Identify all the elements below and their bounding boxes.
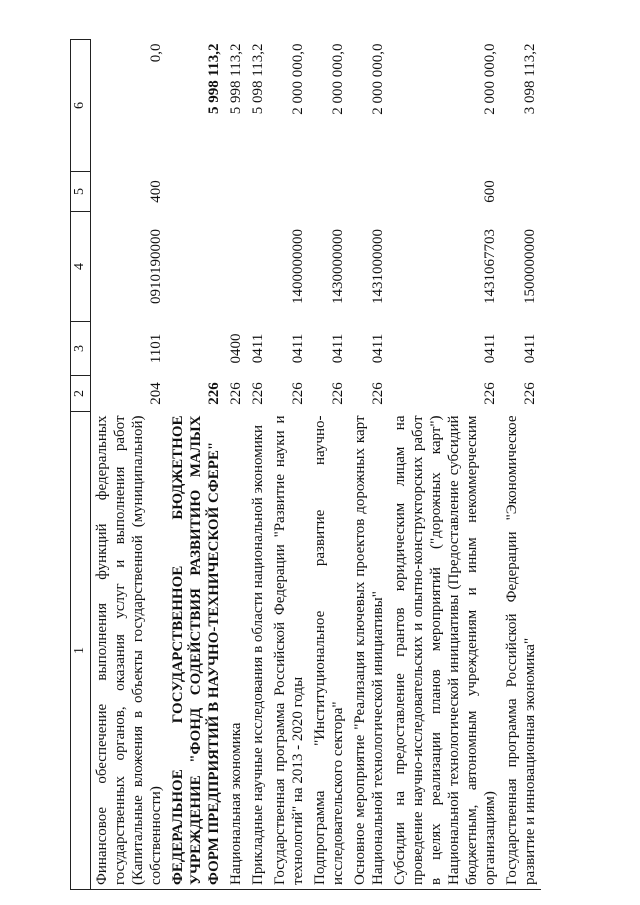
row-amount-cell: 2 000 000,0 — [369, 43, 386, 115]
row-code-cell: 204 — [147, 382, 164, 405]
table-row — [247, 40, 269, 890]
row-target-cell — [225, 212, 247, 322]
row-expense-type-cell — [269, 172, 309, 212]
row-target-cell — [247, 212, 269, 322]
table-row — [501, 40, 541, 890]
table-row — [349, 40, 389, 890]
row-name-cell: Основное мероприятие "Реализация ключевых проектов дорожных карт Национальной технологической инициативы" — [349, 412, 389, 890]
column-header: 4 — [71, 212, 91, 322]
row-amount-cell: 5 998 113,2 — [227, 43, 244, 115]
column-header: 1 — [71, 412, 91, 890]
table-row — [269, 40, 309, 890]
row-code-cell: 226 — [249, 382, 266, 405]
row-amount-cell: 5 098 113,2 — [249, 43, 266, 115]
row-section-cell — [167, 322, 225, 376]
row-section-cell: 0411 — [289, 333, 306, 364]
row-expense-type-cell — [349, 172, 389, 212]
row-expense-type-cell — [167, 172, 225, 212]
table-row — [225, 40, 247, 890]
row-code-cell: 226 — [205, 382, 222, 405]
row-name-cell: Подпрограмма "Институциональное развитие научно-исследовательского сектора" — [309, 412, 349, 890]
row-name-cell: Государственная программа Российской Федерации "Экономическое развитие и инновационная экономика" — [501, 412, 541, 890]
row-name-cell: Государственная программа Российской Федерации "Развитие науки и технологий" на 2013 - 2020 годы — [269, 412, 309, 890]
row-amount-cell: 3 098 113,2 — [521, 43, 538, 115]
row-target-cell: 1431000000 — [369, 229, 386, 304]
row-target-cell: 1400000000 — [289, 229, 306, 304]
row-name-cell: Национальная экономика — [225, 412, 247, 890]
row-section-cell: 0411 — [249, 333, 266, 364]
row-amount-cell: 2 000 000,0 — [289, 43, 306, 115]
row-section-cell: 0411 — [481, 333, 498, 364]
row-expense-type-cell — [501, 172, 541, 212]
row-target-cell: 1430000000 — [329, 229, 346, 304]
row-section-cell: 1101 — [147, 333, 164, 364]
table-row — [167, 40, 225, 890]
row-section-cell: 0411 — [521, 333, 538, 364]
row-code-cell: 226 — [369, 382, 386, 405]
row-target-cell: 1431067703 — [481, 229, 498, 304]
budget-table — [70, 39, 541, 890]
row-expense-type-cell — [247, 172, 269, 212]
row-section-cell: 0411 — [329, 333, 346, 364]
row-amount-cell: 0,0 — [147, 43, 164, 63]
table-row — [389, 40, 501, 890]
table-row — [309, 40, 349, 890]
row-target-cell: 1500000000 — [521, 229, 538, 304]
column-header: 3 — [71, 322, 91, 376]
row-expense-type-cell — [309, 172, 349, 212]
row-code-cell: 226 — [227, 382, 244, 405]
column-header-row — [71, 40, 91, 890]
row-code-cell: 226 — [481, 382, 498, 405]
row-name-cell: ФЕДЕРАЛЬНОЕ ГОСУДАРСТВЕННОЕ БЮДЖЕТНОЕ УЧРЕЖДЕНИЕ "ФОНД СОДЕЙСТВИЯ РАЗВИТИЮ МАЛЫХ ФОРМ ПРЕДПРИЯТИЙ В НАУЧНО-ТЕХНИЧЕСКОЙ СФЕРЕ" — [167, 412, 225, 890]
row-name-cell: Прикладные научные исследования в области национальной экономики — [247, 412, 269, 890]
row-expense-type-cell: 400 — [147, 180, 164, 203]
row-code-cell: 226 — [289, 382, 306, 405]
rotated-page-content — [70, 40, 570, 890]
row-section-cell: 0411 — [369, 333, 386, 364]
table-row — [90, 40, 167, 890]
row-amount-cell: 2 000 000,0 — [329, 43, 346, 115]
row-code-cell: 226 — [329, 382, 346, 405]
column-header: 6 — [71, 40, 91, 172]
row-target-cell: 0910190000 — [147, 229, 164, 304]
row-amount-cell: 5 998 113,2 — [205, 43, 222, 114]
row-name-cell: Финансовое обеспечение выполнения функций федеральных государственных органов, оказания услуг и выполнения работ (Капитальные вложения в объекты государственной (муниципальной) собственности) — [90, 412, 167, 890]
column-header: 2 — [71, 376, 91, 412]
column-header: 5 — [71, 172, 91, 212]
row-expense-type-cell: 600 — [481, 180, 498, 203]
row-expense-type-cell — [225, 172, 247, 212]
row-code-cell: 226 — [521, 382, 538, 405]
row-name-cell: Субсидии на предоставление грантов юридическим лицам на проведение научно-исследовательских и опытно-конструкторских работ в целях реализации планов мероприятий ("дорожных карт") Национальной технологической инициативы (Предоставление субсидий бюджетным, автономным учреждениям и иным некоммерческим организациям) — [389, 412, 501, 890]
row-target-cell — [167, 212, 225, 322]
row-section-cell: 0400 — [227, 333, 244, 364]
row-amount-cell: 2 000 000,0 — [481, 43, 498, 115]
